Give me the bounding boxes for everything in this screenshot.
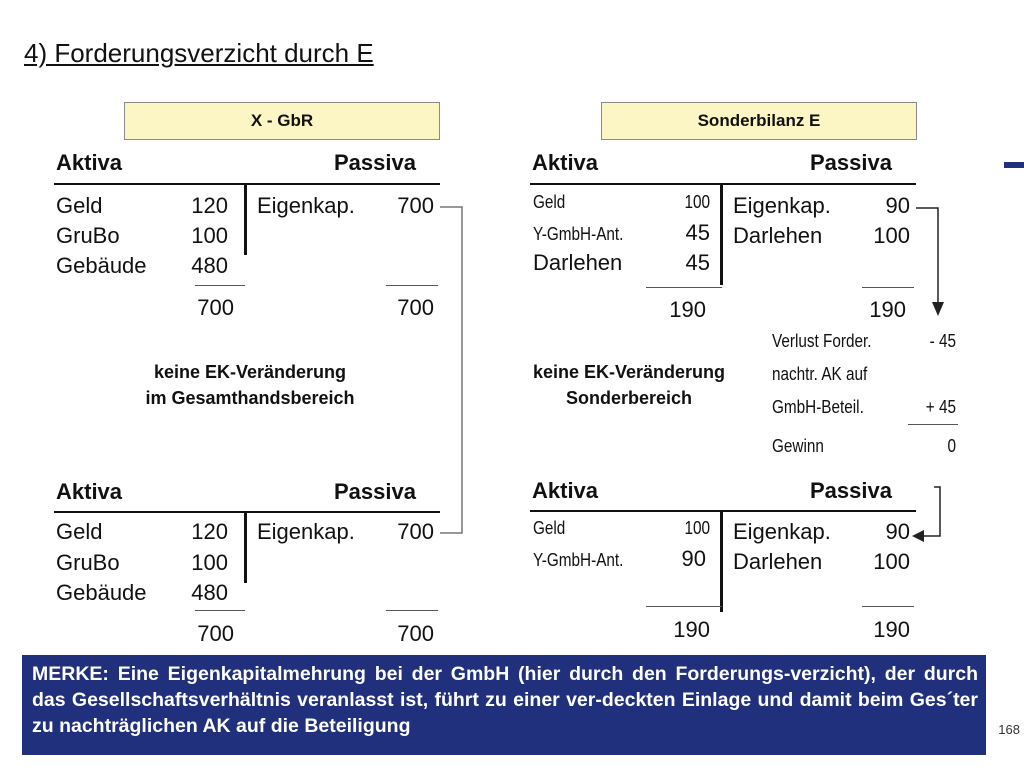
liability-label: Darlehen	[733, 223, 823, 248]
arrow-left-icon	[908, 482, 948, 552]
liability-label: Darlehen	[733, 549, 823, 574]
liability-value: 100	[873, 549, 910, 574]
asset-label: Y-GmbH-Ant.	[533, 550, 624, 570]
t-account-vline	[244, 183, 247, 255]
asset-label: Geld	[533, 518, 566, 538]
t-account-hline	[530, 183, 916, 185]
t-account-hline	[530, 510, 916, 512]
arrow-down-icon	[910, 200, 950, 320]
accent-bar	[1004, 162, 1024, 168]
merke-note-box: MERKE: Eine Eigenkapitalmehrung bei der GmbH (hier durch den Forderungs-verzicht), der durch das Gesellschaftsverhältnis veranlasst ist, führt zu einer ver-deckten Einlage und damit beim Ges´ter zu nachträglichen AK auf die Beteiligung	[22, 655, 986, 755]
t-account-vline	[720, 510, 723, 612]
asset-label: Y-GmbH-Ant.	[533, 224, 624, 244]
asset-label: Geld	[56, 519, 103, 544]
asset-value: 480	[191, 253, 228, 278]
sum-line	[646, 606, 722, 607]
passiva-header: Passiva	[334, 150, 416, 175]
calc-label: Verlust Forder.	[772, 331, 872, 351]
passiva-header: Passiva	[810, 150, 892, 175]
sonderbilanz-title-box: Sonderbilanz E	[601, 102, 917, 140]
asset-value: 90	[681, 546, 706, 571]
sum-left: 190	[673, 617, 710, 642]
asset-value: 120	[191, 519, 228, 544]
asset-value: 100	[191, 223, 228, 248]
sum-right: 700	[397, 295, 434, 320]
calc-value: + 45	[925, 397, 956, 417]
calc-label: GmbH-Beteil.	[772, 397, 864, 417]
t-account-vline	[720, 183, 723, 285]
liability-value: 90	[885, 519, 910, 544]
gbr-note: keine EK-Veränderung im Gesamthandsbereich	[145, 362, 355, 408]
sum-left: 190	[669, 297, 706, 322]
sum-left: 700	[197, 295, 234, 320]
asset-value: 100	[684, 192, 710, 212]
sum-right: 700	[397, 621, 434, 646]
gbr-connector-line	[436, 200, 472, 540]
asset-label: GruBo	[56, 223, 120, 248]
liability-value: 700	[397, 193, 434, 218]
asset-label: Geld	[56, 193, 103, 218]
sum-right: 190	[869, 297, 906, 322]
asset-value: 100	[684, 518, 710, 538]
sonderbilanz-note: keine EK-Veränderung Sonderbereich	[532, 362, 726, 408]
calc-value: - 45	[929, 331, 956, 351]
liability-value: 90	[885, 193, 910, 218]
passiva-header: Passiva	[334, 479, 416, 504]
liability-label: Eigenkap.	[733, 193, 831, 218]
asset-value: 100	[191, 550, 228, 575]
t-account-hline	[54, 183, 440, 185]
asset-label: Gebäude	[56, 253, 147, 278]
sum-left: 700	[197, 621, 234, 646]
sum-right: 190	[873, 617, 910, 642]
t-account-hline	[54, 511, 440, 513]
asset-label: Darlehen	[533, 250, 623, 275]
sum-line	[386, 610, 438, 611]
sum-line	[862, 287, 914, 288]
sum-line	[386, 285, 438, 286]
asset-value: 45	[685, 220, 710, 245]
sum-line	[195, 610, 245, 611]
sum-line	[646, 287, 722, 288]
liability-label: Eigenkap.	[733, 519, 831, 544]
calc-label: nachtr. AK auf	[772, 364, 868, 384]
sum-line	[195, 285, 245, 286]
liability-label: Eigenkap.	[257, 519, 355, 544]
asset-label: GruBo	[56, 550, 120, 575]
aktiva-header: Aktiva	[532, 478, 599, 503]
asset-value: 480	[191, 580, 228, 605]
asset-value: 120	[191, 193, 228, 218]
liability-label: Eigenkap.	[257, 193, 355, 218]
t-account-vline	[244, 511, 247, 583]
passiva-header: Passiva	[810, 478, 892, 503]
asset-value: 45	[685, 250, 710, 275]
asset-label: Geld	[533, 192, 566, 212]
sum-line	[862, 606, 914, 607]
gbr-title-box: X - GbR	[124, 102, 440, 140]
calc-value: 0	[947, 436, 956, 456]
liability-value: 700	[397, 519, 434, 544]
page-title: 4) Forderungsverzicht durch E	[24, 38, 374, 68]
aktiva-header: Aktiva	[56, 479, 123, 504]
calc-sum-line	[908, 424, 958, 425]
asset-label: Gebäude	[56, 580, 147, 605]
calc-label: Gewinn	[772, 436, 824, 456]
aktiva-header: Aktiva	[532, 150, 599, 175]
page-number: 168	[998, 722, 1020, 737]
liability-value: 100	[873, 223, 910, 248]
aktiva-header: Aktiva	[56, 150, 123, 175]
